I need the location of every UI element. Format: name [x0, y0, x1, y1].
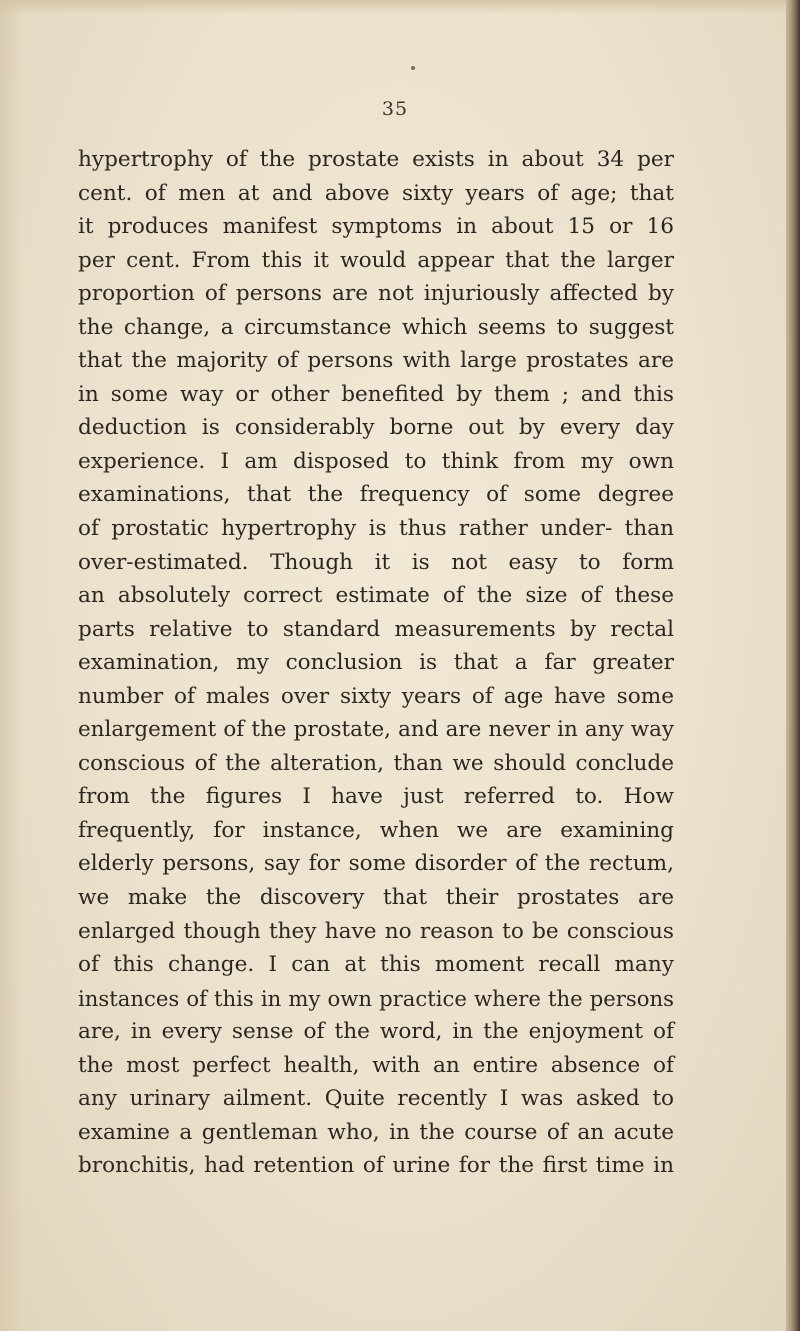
text-line: hypertrophy of the prostate exists in about 34 per	[78, 147, 674, 172]
text-line: the change, a circumstance which seems to suggest	[78, 314, 674, 340]
text-line: of prostatic hypertrophy is thus rather under- than	[78, 516, 674, 542]
text-line: enlarged though they have no reason to be conscious	[78, 918, 674, 944]
page-binding-edge	[786, 0, 800, 1331]
page-top-shadow	[0, 0, 800, 14]
text-line: deduction is considerably borne out by every day	[78, 415, 674, 441]
text-line: of this change. I can at this moment recall many	[78, 952, 674, 978]
text-line: proportion of persons are not injuriously affected by	[78, 281, 674, 307]
page-left-shadow	[0, 0, 22, 1331]
text-line: experience. I am disposed to think from my own	[78, 448, 674, 474]
body-text	[78, 143, 674, 1183]
text-line: are, in every sense of the word, in the enjoyment of	[78, 1019, 674, 1045]
text-line: in some way or other benefited by them ; and this	[78, 381, 674, 407]
text-line: the most perfect health, with an entire absence of	[78, 1052, 674, 1078]
text-line: examinations, that the frequency of some degree	[78, 482, 674, 508]
text-line: from the figures I have just referred to. How	[78, 784, 674, 810]
text-line: number of males over sixty years of age have some	[78, 683, 674, 709]
text-line: we make the discovery that their prostates are	[78, 885, 674, 911]
text-line: bronchitis, had retention of urine for the first time in	[78, 1153, 674, 1179]
text-line: any urinary ailment. Quite recently I was asked to	[78, 1086, 674, 1112]
text-line: it produces manifest symptoms in about 15 or 16	[78, 214, 674, 240]
text-line: examine a gentleman who, in the course of an acute	[78, 1119, 674, 1145]
text-line: cent. of men at and above sixty years of age; that	[78, 180, 674, 206]
text-line: parts relative to standard measurements by rectal	[78, 616, 674, 642]
text-line: an absolutely correct estimate of the size of these	[78, 583, 674, 609]
text-line: conscious of the alteration, than we should conclude	[78, 750, 674, 776]
text-line: instances of this in my own practice where the persons	[78, 985, 674, 1011]
text-line: examination, my conclusion is that a far greater	[78, 650, 674, 676]
text-line: over-estimated. Though it is not easy to form	[78, 549, 674, 575]
text-line: that the majority of persons with large prostates are	[78, 348, 674, 374]
text-line: enlargement of the prostate, and are never in any way	[78, 717, 674, 743]
text-line: frequently, for instance, when we are examining	[78, 817, 674, 843]
paper-speck	[411, 66, 415, 70]
text-line: per cent. From this it would appear that the larger	[78, 247, 674, 273]
page-number: 35	[381, 98, 409, 120]
text-line: elderly persons, say for some disorder of the rectum,	[78, 851, 674, 877]
